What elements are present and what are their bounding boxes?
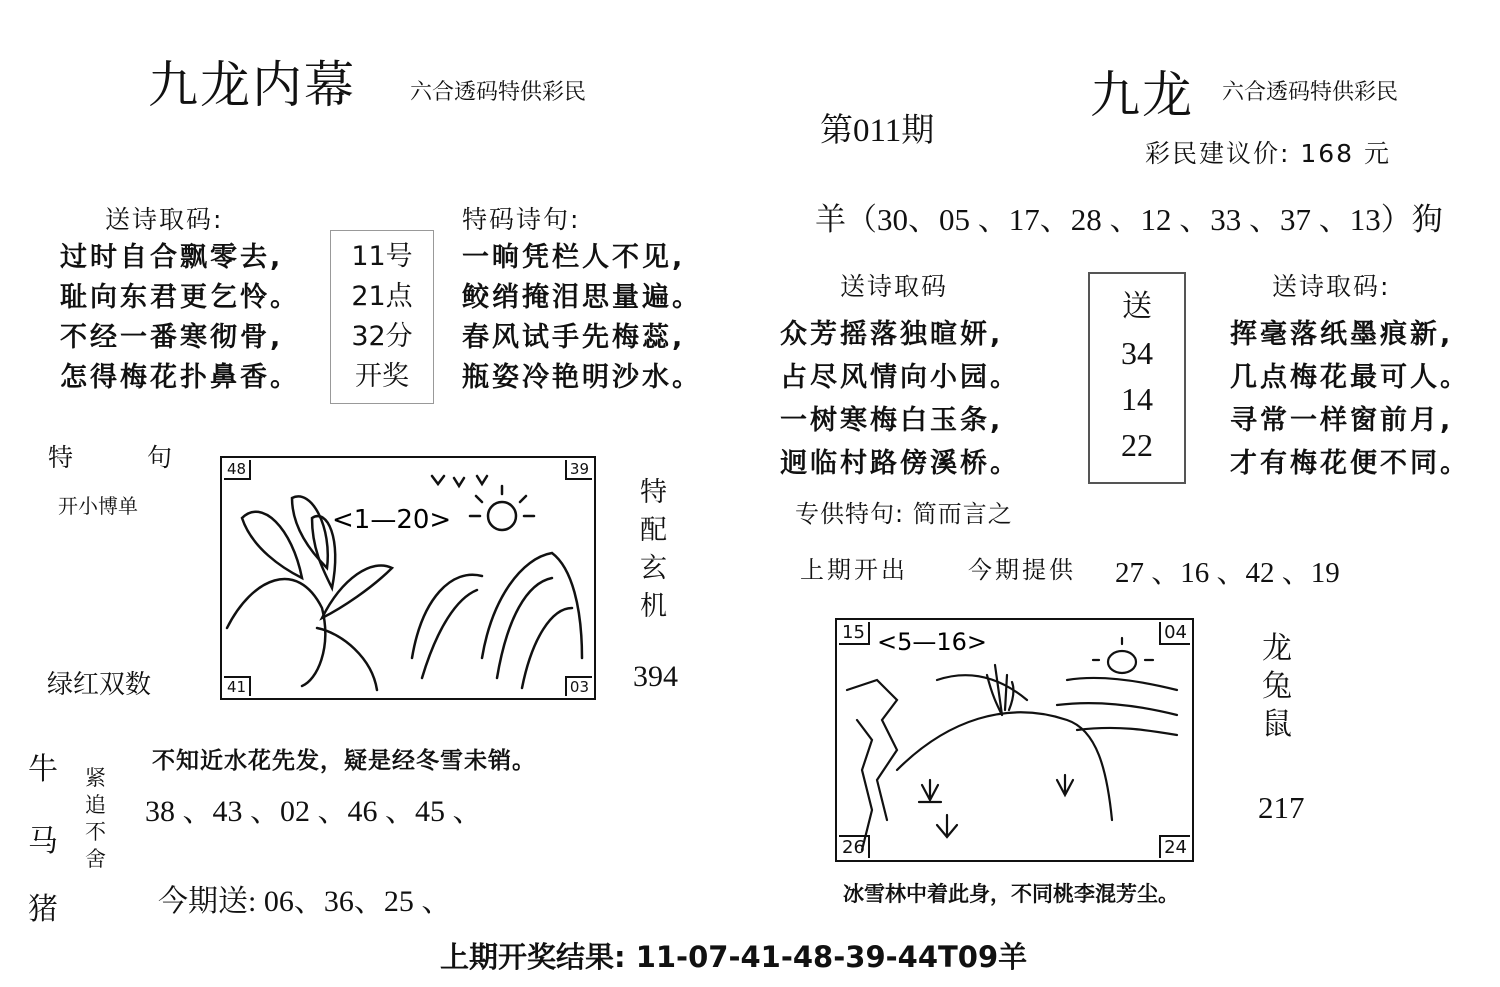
provide-numbers: 27 、16 、42 、19 <box>1115 557 1340 589</box>
poem-line: 耻向东君更乞怜。 <box>60 282 300 313</box>
right-poem-a-label: 送诗取码 <box>840 272 949 301</box>
price: 彩民建议价: 168 元 <box>1145 139 1392 168</box>
send-box-number: 14 <box>1121 381 1153 417</box>
chase-char: 不 <box>85 820 106 844</box>
chase-char: 舍 <box>85 847 106 871</box>
right-poem-a <box>780 313 1020 485</box>
draw-info-number: 11号 <box>351 241 413 272</box>
provide-label: 今期提供 <box>968 556 1076 584</box>
send-box <box>1088 272 1186 484</box>
special-phrase: 开小博单 <box>58 494 138 518</box>
draw-info-hour: 21点 <box>351 281 413 312</box>
poem-line: 寻常一样窗前月, <box>1230 405 1454 436</box>
poem-line: 过时自合飘零去, <box>60 242 284 273</box>
draw-info-label: 开奖 <box>355 361 409 392</box>
special-phrase-label: 特 句 <box>48 443 181 472</box>
left-verse: 不知近水花先发，疑是经冬雪未销。 <box>152 748 536 774</box>
left-tagline: 六合透码特供彩民 <box>410 80 587 105</box>
poem-line: 不经一番寒彻骨, <box>60 322 284 353</box>
poem-line: 才有梅花便不同。 <box>1230 448 1470 479</box>
right-poem-b <box>1230 313 1470 485</box>
chase-char: 追 <box>85 793 106 817</box>
right-tagline: 六合透码特供彩民 <box>1222 80 1399 105</box>
poem-line: 一树寒梅白玉条, <box>780 405 1004 436</box>
right-zodiac-vertical <box>1262 630 1292 744</box>
zodiac-char: 马 <box>28 824 58 859</box>
chase-numbers: 38 、43 、02 、46 、45 、 <box>145 795 483 828</box>
zodiac-char: 牛 <box>28 752 58 787</box>
right-drawing <box>835 618 1194 862</box>
poem-line: 迥临村路傍溪桥。 <box>780 448 1020 479</box>
left-side-vertical <box>640 474 667 626</box>
sketch-landscape-sun <box>837 620 1188 856</box>
zodiac-char: 兔 <box>1262 669 1292 704</box>
drawing-caption: <5—16> <box>877 628 988 656</box>
vertical-char: 玄 <box>640 553 667 584</box>
corner-number: 15 <box>839 622 870 645</box>
corner-number: 39 <box>565 460 592 480</box>
poem-line: 几点梅花最可人。 <box>1230 362 1470 393</box>
right-poem-b-label: 送诗取码: <box>1272 272 1391 301</box>
draw-info-box <box>330 230 434 404</box>
corner-number: 24 <box>1159 835 1190 858</box>
zodiac-char: 龙 <box>1262 631 1292 666</box>
corner-number: 26 <box>839 835 870 858</box>
poem-line: 鲛绡掩泪思量遍。 <box>462 282 702 313</box>
sheep-dog-numbers: 羊（30、05 、17、28 、12 、33 、37 、13）狗 <box>815 202 1443 237</box>
vertical-char: 配 <box>640 515 667 546</box>
send-numbers: 今期送: 06、36、25 、 <box>158 885 452 918</box>
green-red-label: 绿红双数 <box>47 670 152 700</box>
right-special-phrase: 专供特句: 简而言之 <box>795 500 1013 528</box>
last-open-label: 上期开出 <box>800 556 908 584</box>
send-box-number: 22 <box>1121 427 1153 463</box>
zodiac-char: 猪 <box>28 892 58 927</box>
poem-line: 一晌凭栏人不见, <box>462 242 686 273</box>
corner-number: 04 <box>1159 622 1190 645</box>
left-poem-send <box>60 238 300 398</box>
draw-info-minute: 32分 <box>351 321 413 352</box>
poem-line: 占尽风情向小园。 <box>780 362 1020 393</box>
vertical-char: 机 <box>640 591 667 622</box>
right-caption: 冰雪林中着此身，不同桃李混芳尘。 <box>843 882 1179 906</box>
poem-line: 瓶姿冷艳明沙水。 <box>462 362 702 393</box>
last-draw-result: 上期开奖结果: 11-07-41-48-39-44T09羊 <box>440 940 1028 974</box>
left-poem-send-label: 送诗取码: <box>105 205 224 234</box>
left-poem-special <box>462 238 702 398</box>
poem-line: 怎得梅花扑鼻香。 <box>60 362 300 393</box>
left-drawing <box>220 456 596 700</box>
left-zodiac-vertical <box>28 750 58 930</box>
corner-number: 03 <box>565 676 592 696</box>
right-side-number: 217 <box>1258 790 1305 825</box>
sketch-plants-sun <box>222 458 590 694</box>
left-side-number: 394 <box>633 660 678 693</box>
send-box-number: 34 <box>1121 335 1153 371</box>
drawing-caption: <1—20> <box>332 505 452 535</box>
right-title: 九龙 <box>1090 66 1194 124</box>
corner-number: 41 <box>224 676 251 696</box>
chase-char: 紧 <box>85 766 106 790</box>
poem-line: 众芳摇落独暄妍, <box>780 319 1004 350</box>
left-title: 九龙内幕 <box>148 56 356 114</box>
left-poem-special-label: 特码诗句: <box>462 205 581 234</box>
poem-line: 挥毫落纸墨痕新, <box>1230 319 1454 350</box>
send-box-label: 送 <box>1122 289 1152 324</box>
chase-vertical <box>85 765 106 873</box>
poem-line: 春风试手先梅蕊, <box>462 322 686 353</box>
corner-number: 48 <box>224 460 251 480</box>
issue-number: 第011期 <box>820 113 935 149</box>
vertical-char: 特 <box>640 477 667 508</box>
zodiac-char: 鼠 <box>1262 707 1292 742</box>
